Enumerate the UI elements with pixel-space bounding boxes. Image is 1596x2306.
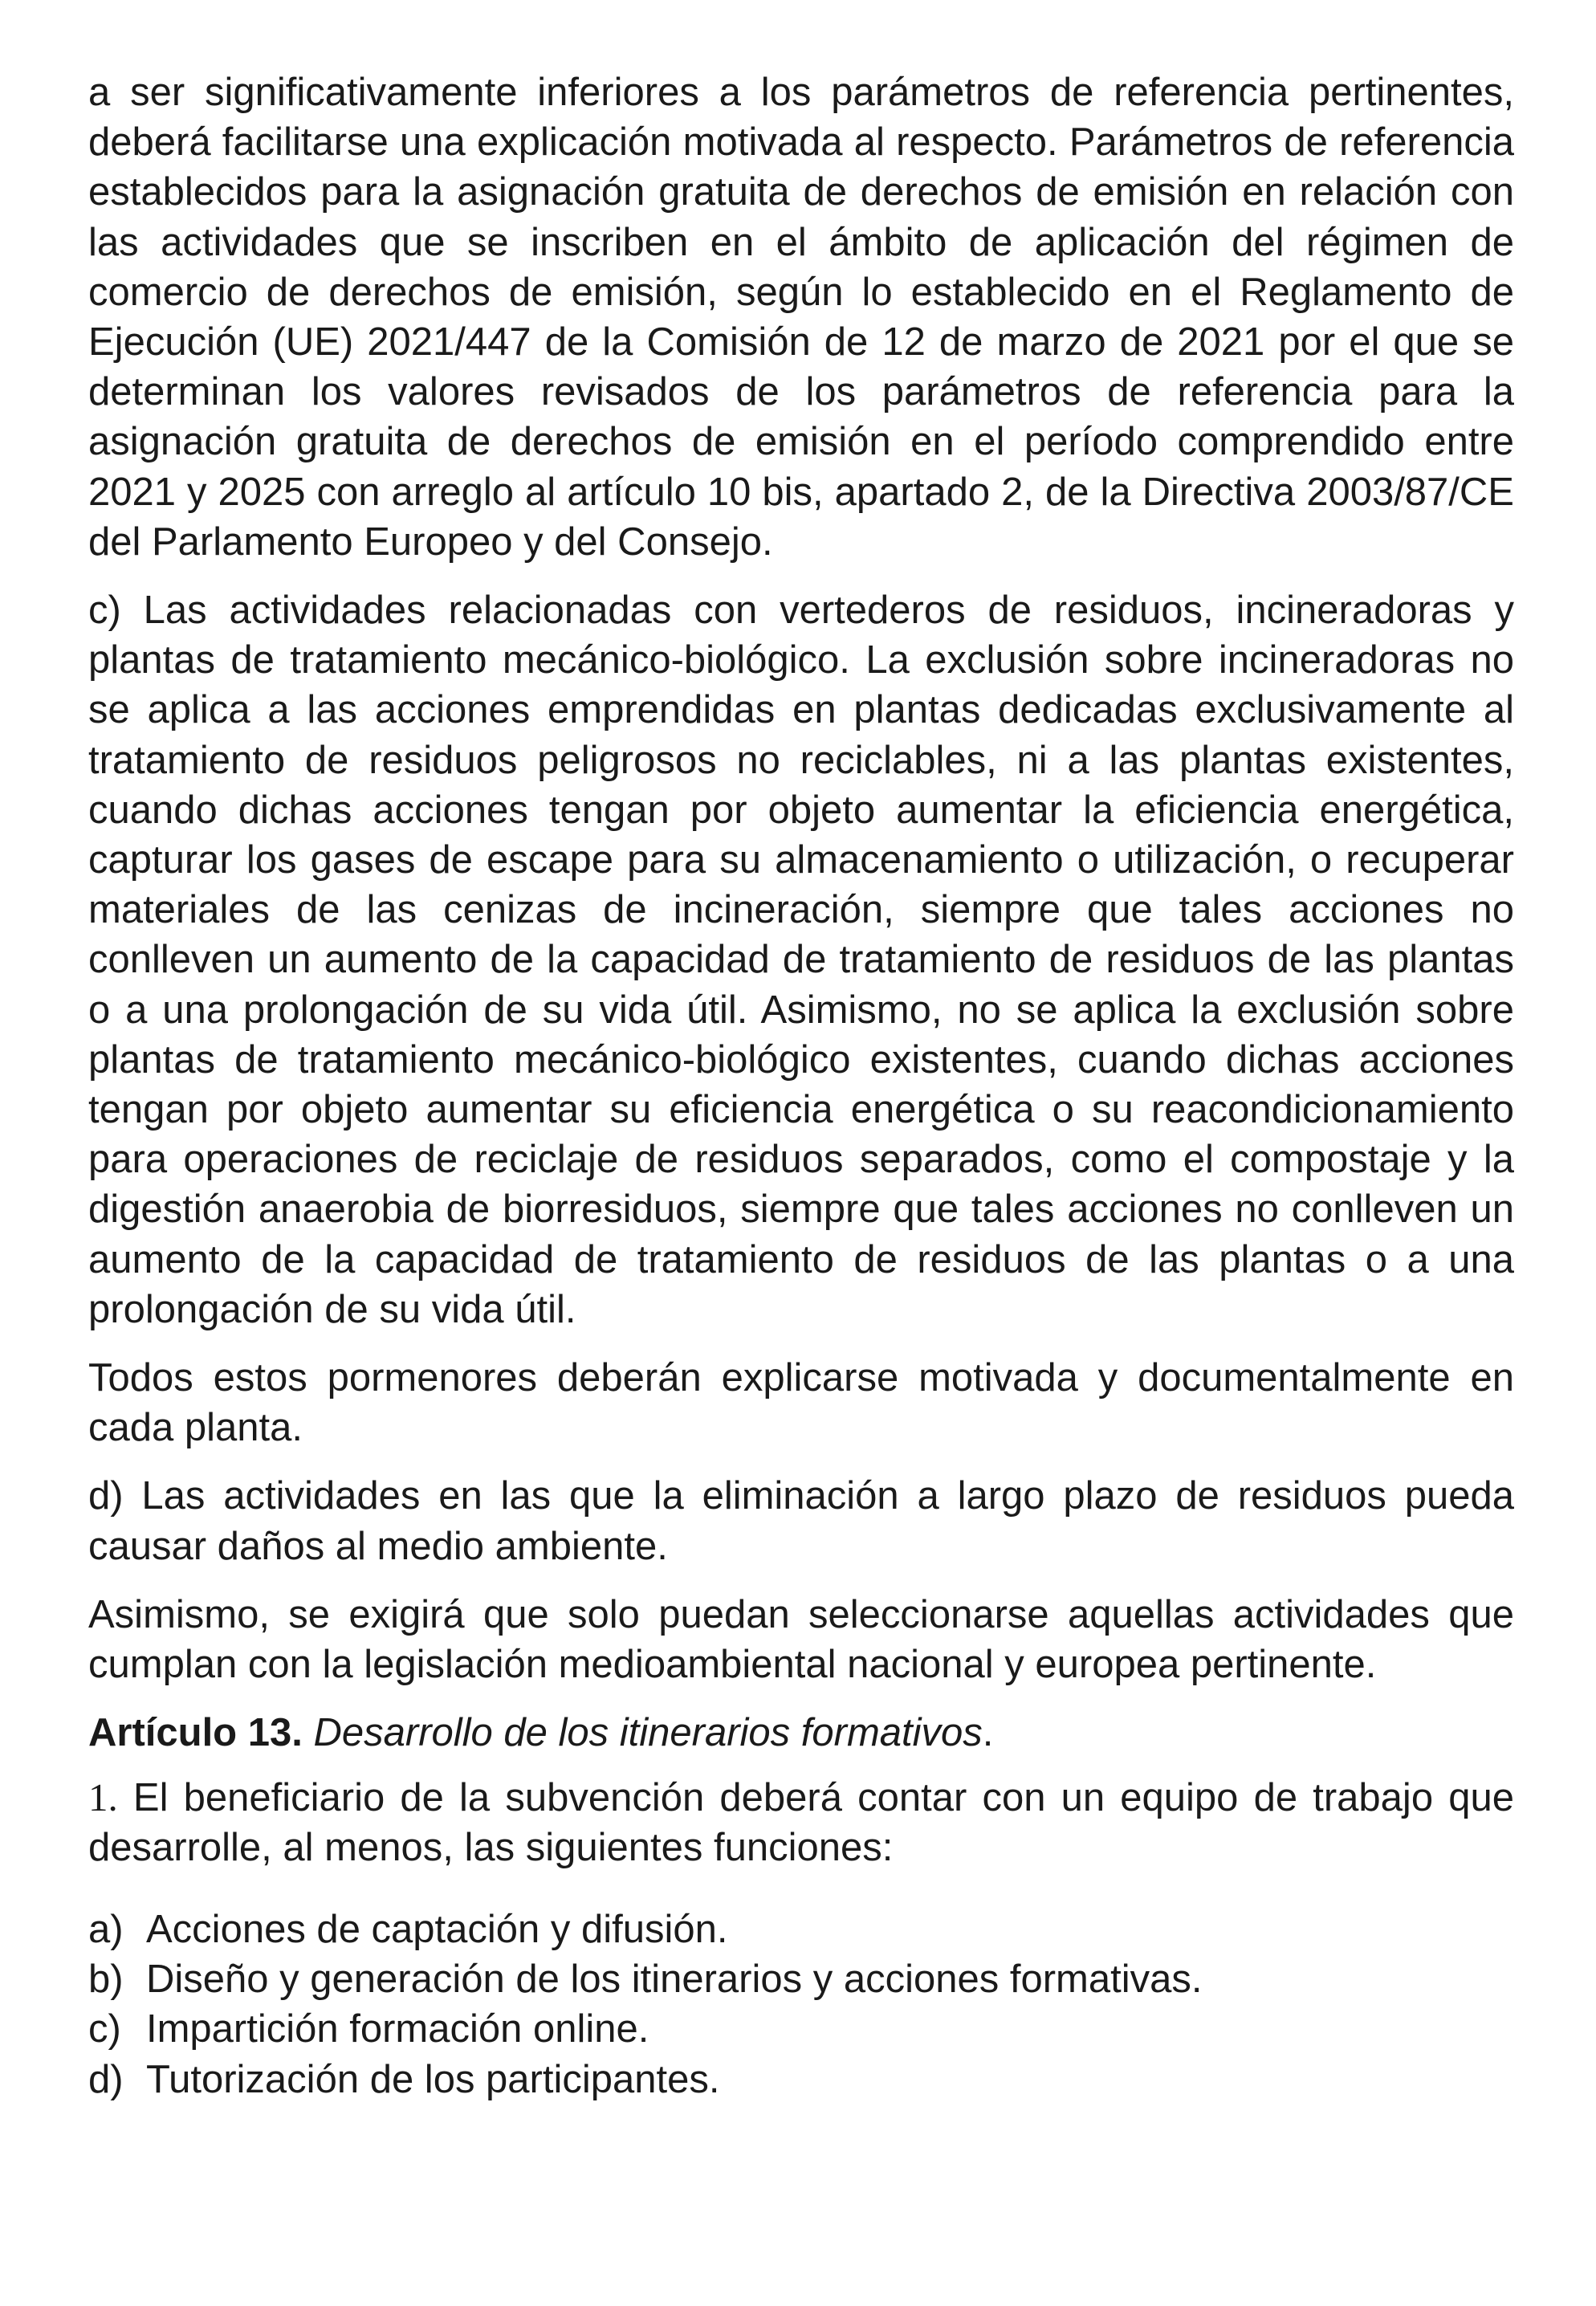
paragraph-text: El beneficiario de la subvención deberá contar con un equipo de trabajo que desarrolle, al menos, las siguientes funciones: (88, 1775, 1514, 1869)
article-title: Desarrollo de los itinerarios formativos (313, 1711, 983, 1755)
list-item (88, 2055, 1514, 2104)
list-item-letter: b) (88, 1958, 124, 2002)
article-heading (88, 1708, 1514, 1758)
functions-list (88, 1905, 1514, 2104)
list-item-letter: c) (88, 2007, 121, 2051)
paragraph-legislation: Asimismo, se exigirá que solo puedan seleccionarse aquellas actividades que cumplan con la legislación medioambiental nacional y europea pertinente. (88, 1592, 1514, 1687)
numbered-paragraph-1 (88, 1773, 1514, 1872)
list-item-text: Impartición formación online. (146, 2007, 649, 2051)
paragraph-c-landfills: c) Las actividades relacionadas con vertederos de residuos, incineradoras y plantas de tratamiento mecánico-biológico. La exclusión sobre incineradoras no se aplica a las acciones emprendidas en plantas dedicadas exclusivamente al tratamiento de residuos peligrosos no reciclables, ni a las plantas existentes, cuando dichas acciones tengan por objeto aumentar la eficiencia energética, capturar los gases de escape para su almacenamiento o utilización, o recuperar materiales de las cenizas de incineración, siempre que tales acciones no conlleven un aumento de la capacidad de tratamiento de residuos de las plantas o a una prolongación de su vida útil. Asimismo, no se aplica la exclusión sobre plantas de tratamiento mecánico-biológico existentes, cuando dichas acciones tengan por objeto aumentar su eficiencia energética o su reacondicionamiento para operaciones de reciclaje de residuos separados, como el compostaje y la digestión anaerobia de biorresiduos, siempre que tales acciones no conlleven un aumento de la capacidad de tratamiento de residuos de las plantas o a una prolongación de su vida útil. (88, 589, 1514, 1331)
article-label: Artículo 13. (88, 1711, 303, 1755)
paragraph-number: 1. (88, 1774, 118, 1819)
paragraph-d-disposal: d) Las actividades en las que la eliminación a largo plazo de residuos pueda causar daños al medio ambiente. (88, 1474, 1514, 1568)
list-item-letter: d) (88, 2057, 124, 2101)
document-page (88, 67, 1514, 2104)
list-item-text: Diseño y generación de los itinerarios y acciones formativas. (146, 1958, 1203, 2002)
article-title-period: . (982, 1711, 994, 1755)
list-item (88, 2004, 1514, 2054)
list-item-text: Acciones de captación y difusión. (146, 1907, 728, 1951)
paragraph-reference-parameters: a ser significativamente inferiores a los parámetros de referencia pertinentes, deberá facilitarse una explicación motivada al respecto. Parámetros de referencia establecidos para la asignación gratuita de derechos de emisión en relación con las actividades que se inscriben en el ámbito de aplicación del régimen de comercio de derechos de emisión, según lo establecido en el Reglamento de Ejecución (UE) 2021/447 de la Comisión de 12 de marzo de 2021 por el que se determinan los valores revisados de los parámetros de referencia para la asignación gratuita de derechos de emisión en el período comprendido entre 2021 y 2025 con arreglo al artículo 10 bis, apartado 2, de la Directiva 2003/87/CE del Parlamento Europeo y del Consejo. (88, 71, 1514, 564)
list-item-letter: a) (88, 1907, 124, 1951)
list-item-text: Tutorización de los participantes. (146, 2057, 720, 2101)
list-item (88, 1905, 1514, 1954)
list-item (88, 1954, 1514, 2004)
paragraph-details: Todos estos pormenores deberán explicarse motivada y documentalmente en cada planta. (88, 1356, 1514, 1450)
